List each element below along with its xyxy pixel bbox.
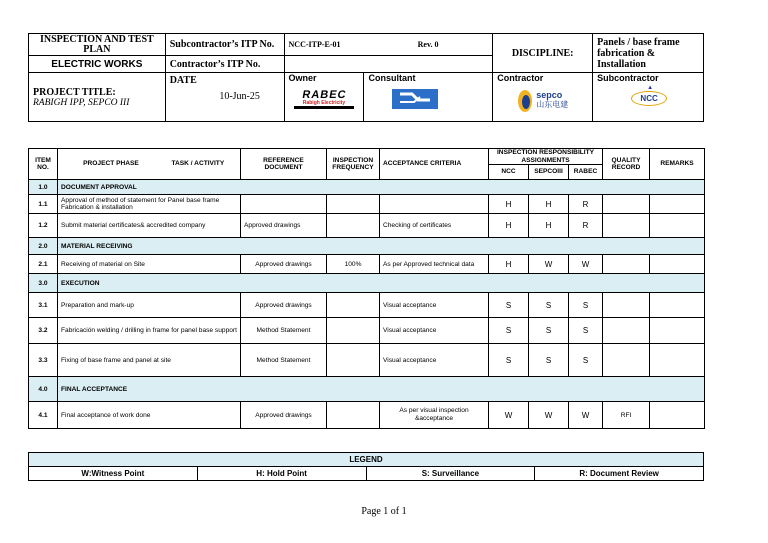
legend-witness: W:Witness Point — [29, 467, 198, 481]
row-section-title: FINAL ACCEPTANCE — [58, 377, 705, 402]
row-sepco: S — [529, 344, 569, 377]
row-sepco: S — [529, 293, 569, 318]
col-accept: ACCEPTANCE CRITERIA — [380, 149, 489, 180]
discipline-label: DISCIPLINE: — [493, 34, 593, 73]
col-item: ITEM NO. — [29, 149, 58, 180]
contractor-label: Contractor — [497, 73, 544, 83]
row-ref: Method Statement — [241, 318, 327, 344]
row-activity: Fixing of base frame and panel at site — [58, 344, 241, 377]
row-sepco: S — [529, 318, 569, 344]
row-rabec: W — [569, 255, 603, 274]
row-item: 4.0 — [29, 377, 58, 402]
row-accept: Visual acceptance — [380, 344, 489, 377]
owner-cell — [284, 73, 364, 122]
row-remarks — [650, 402, 705, 429]
row-freq: 100% — [327, 255, 380, 274]
col-phase-task — [58, 149, 241, 180]
row-quality — [603, 344, 650, 377]
row-accept — [380, 195, 489, 214]
legend-hold: H: Hold Point — [197, 467, 366, 481]
row-rabec: R — [569, 214, 603, 238]
row-activity: Submit material certificates& accredited company — [58, 214, 241, 238]
row-freq — [327, 293, 380, 318]
rabec-logo: RABEC Rabigh Electricity — [289, 90, 360, 109]
row-accept: As per Approved technical data — [380, 255, 489, 274]
subcontractor-label: Subcontractor — [597, 73, 659, 83]
col-phase: PROJECT PHASE — [83, 160, 139, 168]
row-rabec: S — [569, 293, 603, 318]
col-ncc: NCC — [489, 165, 529, 180]
owner-label: Owner — [288, 73, 317, 83]
row-rabec: R — [569, 195, 603, 214]
row-ncc: S — [489, 344, 529, 377]
col-sepco: SEPCOIII — [529, 165, 569, 180]
row-quality — [603, 293, 650, 318]
row-remarks — [650, 195, 705, 214]
sub-itp-value: NCC-ITP-E-01 — [284, 34, 364, 56]
row-remarks — [650, 293, 705, 318]
contractor-cell — [493, 73, 593, 122]
sepco-flame-icon — [517, 87, 533, 113]
legend-table — [28, 452, 704, 481]
row-item: 3.0 — [29, 274, 58, 293]
row-ref: Approved drawings — [241, 214, 327, 238]
date-cell — [165, 73, 284, 122]
row-freq — [327, 214, 380, 238]
row-item: 1.2 — [29, 214, 58, 238]
col-freq: INSPECTION FREQUENCY — [327, 149, 380, 180]
row-item: 3.2 — [29, 318, 58, 344]
row-quality — [603, 195, 650, 214]
row-accept: Checking of certificates — [380, 214, 489, 238]
date-value: 10-Jun-25 — [219, 91, 260, 102]
row-item: 3.1 — [29, 293, 58, 318]
header-table — [28, 33, 704, 122]
table-row — [29, 255, 705, 274]
discipline-value: Panels / base frame fabrication & Installation — [593, 34, 704, 73]
row-freq — [327, 195, 380, 214]
row-item: 4.1 — [29, 402, 58, 429]
table-row — [29, 274, 705, 293]
row-ncc: H — [489, 195, 529, 214]
row-section-title: MATERIAL RECEIVING — [58, 238, 705, 255]
row-rabec: S — [569, 318, 603, 344]
row-sepco: W — [529, 402, 569, 429]
row-ncc: S — [489, 293, 529, 318]
legend-surveillance: S: Surveillance — [366, 467, 535, 481]
project-title-cell — [29, 73, 166, 122]
row-ref: Method Statement — [241, 344, 327, 377]
row-quality — [603, 214, 650, 238]
col-resp: INSPECTION RESPONSIBILITY ASSIGNMENTS — [489, 149, 603, 165]
table-row — [29, 377, 705, 402]
table-row — [29, 214, 705, 238]
row-freq — [327, 344, 380, 377]
consultant-label: Consultant — [368, 73, 416, 83]
table-row — [29, 318, 705, 344]
col-remarks: REMARKS — [650, 149, 705, 180]
row-ref — [241, 195, 327, 214]
row-quality — [603, 318, 650, 344]
row-ncc: W — [489, 402, 529, 429]
subcontractor-cell — [593, 73, 704, 122]
row-item: 1.0 — [29, 180, 58, 195]
consultant-cell — [364, 73, 493, 122]
row-item: 2.1 — [29, 255, 58, 274]
ncc-logo: ▲ NCC — [631, 85, 669, 106]
row-remarks — [650, 214, 705, 238]
row-quality — [603, 255, 650, 274]
row-sepco: H — [529, 195, 569, 214]
sepco-logo: sepco 山东电建 — [517, 87, 588, 113]
row-accept: As per visual inspection &acceptance — [380, 402, 489, 429]
date-label: DATE — [169, 75, 197, 86]
rev-value: Rev. 0 — [364, 34, 493, 56]
col-quality: QUALITY RECORD — [603, 149, 650, 180]
row-item: 2.0 — [29, 238, 58, 255]
contractor-itp-value — [284, 56, 493, 73]
row-activity: Final acceptance of work done — [58, 402, 241, 429]
row-remarks — [650, 344, 705, 377]
row-quality: RFI — [603, 402, 650, 429]
row-sepco: W — [529, 255, 569, 274]
row-remarks — [650, 318, 705, 344]
legend-title: LEGEND — [29, 453, 704, 467]
project-title-value: RABIGH IPP, SEPCO III — [33, 97, 130, 108]
row-activity: Preparation and mark-up — [58, 293, 241, 318]
row-activity: Fabricación welding / drilling in frame for panel base support — [58, 318, 241, 344]
table-row — [29, 180, 705, 195]
table-row — [29, 293, 705, 318]
row-accept: Visual acceptance — [380, 293, 489, 318]
contractor-itp-label: Contractor’s ITP No. — [165, 56, 284, 73]
row-rabec: S — [569, 344, 603, 377]
row-freq — [327, 402, 380, 429]
col-ref: REFERENCE DOCUMENT — [241, 149, 327, 180]
row-ncc: S — [489, 318, 529, 344]
row-ncc: H — [489, 255, 529, 274]
row-rabec: W — [569, 402, 603, 429]
row-ncc: H — [489, 214, 529, 238]
table-row — [29, 344, 705, 377]
row-section-title: DOCUMENT APPROVAL — [58, 180, 705, 195]
row-ref: Approved drawings — [241, 293, 327, 318]
page-number: Page 1 of 1 — [361, 506, 407, 517]
row-item: 1.1 — [29, 195, 58, 214]
legend-review: R: Document Review — [535, 467, 704, 481]
col-rabec: RABEC — [569, 165, 603, 180]
sub-itp-label: Subcontractor’s ITP No. — [165, 34, 284, 56]
row-sepco: H — [529, 214, 569, 238]
row-freq — [327, 318, 380, 344]
project-title-label: PROJECT TITLE: — [33, 86, 116, 98]
row-activity: Approval of method of statement for Panel base frame Fabrication & installation — [58, 195, 241, 214]
table-row — [29, 195, 705, 214]
col-task: TASK / ACTIVITY — [171, 160, 225, 168]
row-ref: Approved drawings — [241, 402, 327, 429]
row-item: 3.3 — [29, 344, 58, 377]
plan-title: INSPECTION AND TEST PLAN — [29, 34, 166, 56]
consultant-logo-icon — [392, 89, 438, 109]
row-section-title: EXECUTION — [58, 274, 705, 293]
plan-subtitle: ELECTRIC WORKS — [29, 56, 166, 73]
row-activity: Receiving of material on Site — [58, 255, 241, 274]
table-row — [29, 402, 705, 429]
consultant-logo — [392, 89, 488, 114]
row-ref: Approved drawings — [241, 255, 327, 274]
row-remarks — [650, 255, 705, 274]
itp-table — [28, 148, 705, 429]
row-accept: Visual acceptance — [380, 318, 489, 344]
table-row — [29, 238, 705, 255]
